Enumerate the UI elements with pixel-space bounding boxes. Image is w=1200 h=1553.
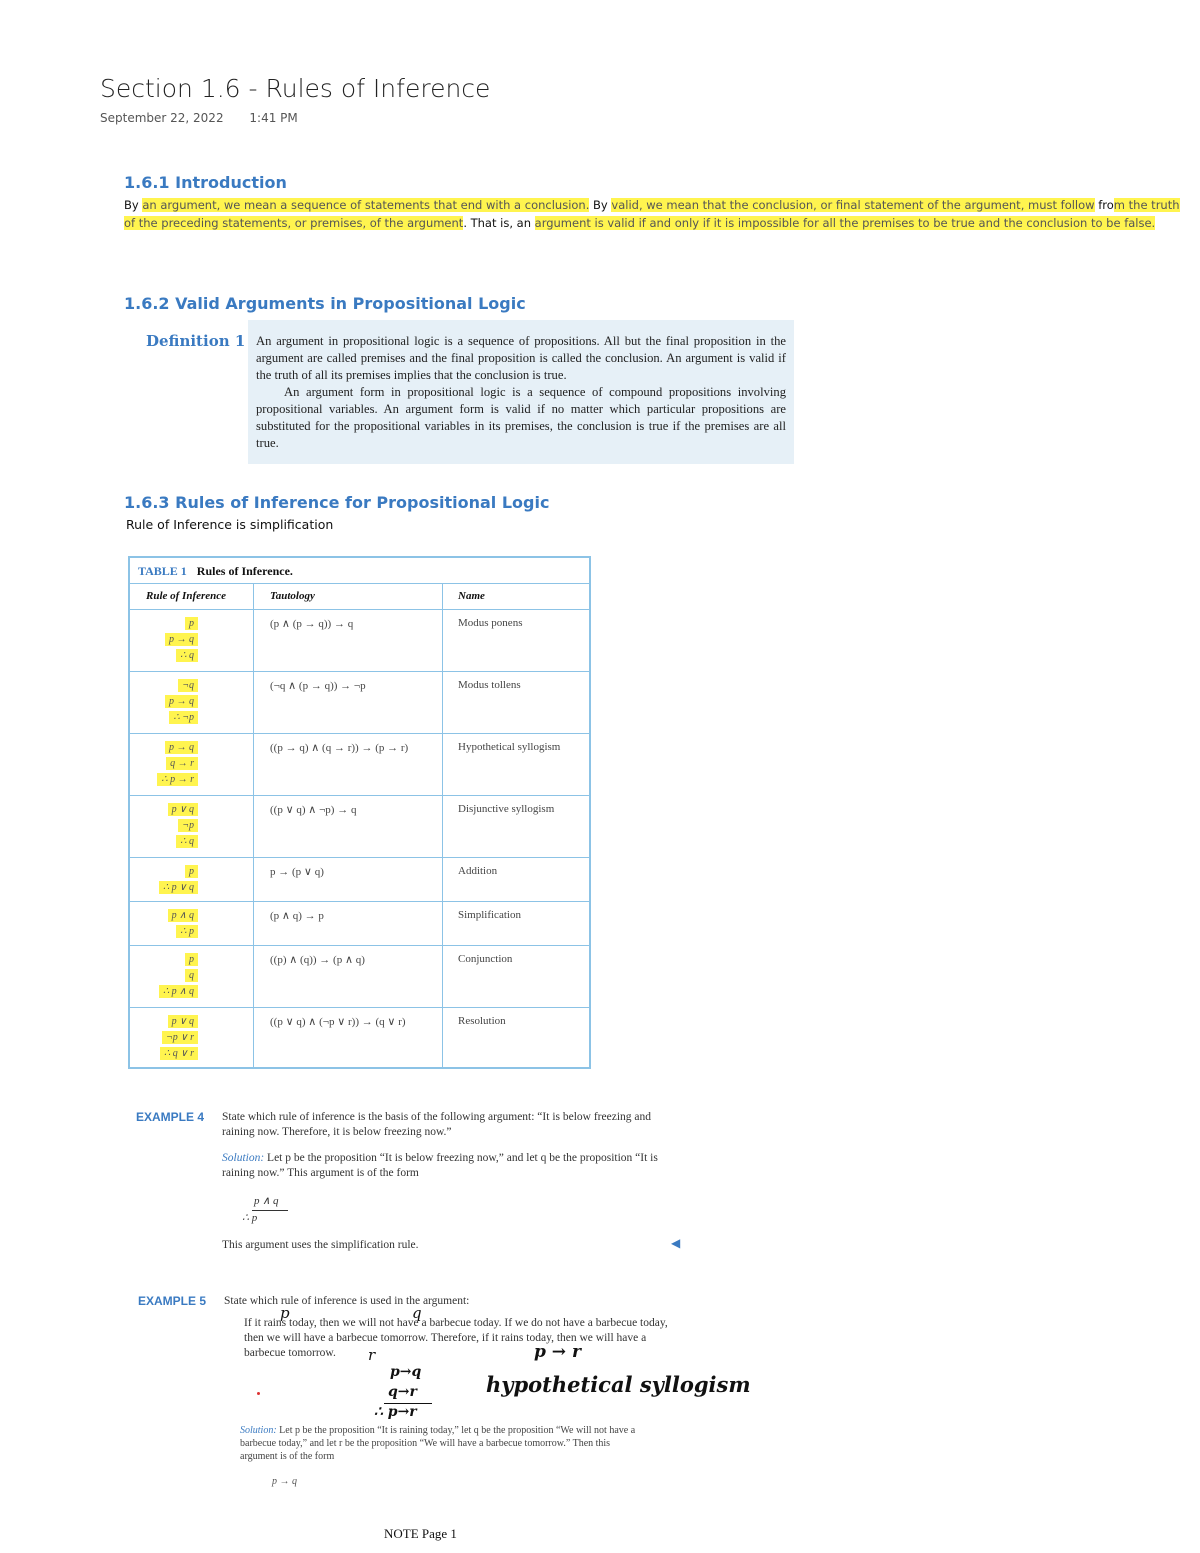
rule-line: ∴ p ∨ q bbox=[159, 881, 198, 894]
note-date: September 22, 2022 bbox=[100, 111, 224, 125]
example-4-label: EXAMPLE 4 bbox=[136, 1110, 205, 1124]
table-column-divider bbox=[253, 583, 254, 1069]
handwritten-line-1: p→q bbox=[390, 1364, 422, 1380]
intro-text-2: By bbox=[589, 198, 612, 212]
rule-line: ¬p ∨ r bbox=[162, 1031, 198, 1044]
handwritten-note: hypothetical syllogism bbox=[486, 1372, 751, 1397]
tautology-cell: ((p ∨ q) ∧ ¬p) → q bbox=[270, 804, 357, 816]
heading-introduction: 1.6.1 Introduction bbox=[124, 173, 287, 192]
tautology-cell: ((p → q) ∧ (q → r)) → (p → r) bbox=[270, 742, 409, 754]
table-rule bbox=[128, 583, 591, 584]
rule-name-cell: Simplification bbox=[458, 909, 521, 921]
example-4-solution-text: Let p be the proposition “It is below freezing now,” and let q be the proposition “It is raining now.” This argument is of the form bbox=[222, 1152, 658, 1179]
table-row-divider bbox=[128, 901, 591, 902]
tautology-cell: (¬q ∧ (p → q)) → ¬p bbox=[270, 680, 366, 692]
rule-name-cell: Hypothetical syllogism bbox=[458, 741, 561, 753]
table-row-divider bbox=[128, 795, 591, 796]
table-row-divider bbox=[128, 671, 591, 672]
rule-line: p bbox=[185, 617, 198, 630]
table-number: TABLE 1 bbox=[138, 564, 187, 578]
rule-line: ∴ p bbox=[176, 925, 198, 938]
rule-name-cell: Disjunctive syllogism bbox=[458, 803, 555, 815]
rule-line: ¬p bbox=[178, 819, 198, 832]
example-4-form-premise: p ∧ q bbox=[254, 1195, 279, 1207]
table-title: Rules of Inference. bbox=[196, 564, 293, 578]
rule-cell bbox=[140, 865, 198, 897]
example-4-conclusion: This argument uses the simplification rule. bbox=[222, 1239, 419, 1251]
rule-line: p → q bbox=[165, 633, 198, 646]
intro-highlight-3: m the truth of the preceding statements, or premises, of the argument bbox=[124, 198, 1180, 230]
rule-cell bbox=[140, 1015, 198, 1063]
definition-text bbox=[256, 333, 786, 452]
note-meta bbox=[100, 111, 320, 125]
rule-cell bbox=[140, 679, 198, 727]
handwritten-p: p bbox=[280, 1304, 290, 1322]
example-4-solution bbox=[222, 1151, 682, 1181]
intro-highlight-2: valid, we mean that the conclusion, or final statement of the argument, must follow bbox=[611, 198, 1095, 212]
tautology-cell: p → (p ∨ q) bbox=[270, 866, 324, 878]
table-row-divider bbox=[128, 857, 591, 858]
intro-text-4: . That is, an bbox=[463, 216, 535, 230]
heading-valid-arguments: 1.6.2 Valid Arguments in Propositional Logic bbox=[124, 294, 526, 313]
intro-highlight-4: argument is valid if and only if it is impossible for all the premises to be true and the conclusion to be false. bbox=[534, 216, 1156, 230]
heading-rules-of-inference: 1.6.3 Rules of Inference for Propositional Logic bbox=[124, 493, 550, 512]
handwritten-line-3: ∴ p→r bbox=[374, 1404, 417, 1420]
red-dot bbox=[257, 1392, 260, 1395]
rule-line: p ∨ q bbox=[168, 803, 198, 816]
definition-label: Definition 1 bbox=[146, 332, 246, 350]
intro-text-1: By bbox=[124, 198, 143, 212]
example-5-solution-label: Solution: bbox=[240, 1425, 277, 1436]
rule-cell bbox=[140, 803, 198, 851]
table-caption bbox=[138, 564, 293, 579]
table-row-divider bbox=[128, 945, 591, 946]
handwritten-p-implies-r: p → r bbox=[534, 1342, 581, 1362]
rule-line: ∴ p → r bbox=[157, 773, 198, 786]
intro-text-3: fro bbox=[1094, 198, 1114, 212]
tautology-cell: (p ∧ (p → q)) → q bbox=[270, 618, 354, 630]
end-marker-icon: ◀ bbox=[671, 1236, 681, 1250]
rule-name-cell: Modus tollens bbox=[458, 679, 521, 691]
column-header-name: Name bbox=[458, 590, 485, 602]
rule-line: q → r bbox=[166, 757, 198, 770]
rule-line: p bbox=[185, 865, 198, 878]
rule-line: p bbox=[185, 953, 198, 966]
rule-line: q bbox=[185, 969, 198, 982]
rule-name-cell: Modus ponens bbox=[458, 617, 523, 629]
tautology-cell: ((p ∨ q) ∧ (¬p ∨ r)) → (q ∨ r) bbox=[270, 1016, 406, 1028]
intro-paragraph bbox=[124, 196, 1184, 232]
subtitle-note: Rule of Inference is simplification bbox=[126, 517, 334, 532]
example-4-form-conclusion: ∴ p bbox=[242, 1212, 258, 1224]
example-5-label: EXAMPLE 5 bbox=[138, 1294, 207, 1308]
rule-line: ∴ q ∨ r bbox=[160, 1047, 198, 1060]
rule-cell bbox=[140, 953, 198, 1001]
rule-cell bbox=[140, 909, 198, 941]
page-title: Section 1.6 - Rules of Inference bbox=[100, 74, 491, 103]
example-4-solution-label: Solution: bbox=[222, 1152, 265, 1164]
table-rule bbox=[128, 609, 591, 610]
rule-name-cell: Addition bbox=[458, 865, 498, 877]
table-row-divider bbox=[128, 733, 591, 734]
rule-line: p → q bbox=[165, 695, 198, 708]
tautology-cell: ((p) ∧ (q)) → (p ∧ q) bbox=[270, 954, 365, 966]
column-header-tautology: Tautology bbox=[270, 590, 315, 602]
rule-line: ¬q bbox=[178, 679, 198, 692]
rule-line: p → q bbox=[165, 741, 198, 754]
example-5-form: p → q bbox=[272, 1476, 297, 1487]
handwritten-q: q bbox=[412, 1304, 422, 1322]
rule-cell bbox=[140, 617, 198, 665]
rule-name-cell: Resolution bbox=[458, 1015, 506, 1027]
tautology-cell: (p ∧ q) → p bbox=[270, 910, 324, 922]
intro-highlight-1: an argument, we mean a sequence of statements that end with a conclusion. bbox=[142, 198, 590, 212]
table-row-divider bbox=[128, 1007, 591, 1008]
rule-line: p ∧ q bbox=[168, 909, 198, 922]
rule-line: p ∨ q bbox=[168, 1015, 198, 1028]
rule-line: ∴ q bbox=[176, 649, 198, 662]
example-5-solution-text: Let p be the proposition “It is raining today,” let q be the proposition “We will not have a barbecue today,” and let r be the proposition “We will have a barbecue tomorrow.” Then this argument is of the form bbox=[240, 1425, 636, 1462]
page-footer: NOTE Page 1 bbox=[384, 1526, 457, 1541]
example-5-text: State which rule of inference is used in the argument: bbox=[224, 1295, 470, 1307]
form-rule bbox=[252, 1210, 288, 1211]
handwritten-line-2: q→r bbox=[388, 1384, 417, 1400]
example-4-text: State which rule of inference is the basis of the following argument: “It is below freezing and raining now. Therefore, it is below freezing now.” bbox=[222, 1111, 651, 1138]
rule-line: ∴ ¬p bbox=[169, 711, 198, 724]
handwritten-r: r bbox=[368, 1346, 376, 1364]
example-5-solution bbox=[240, 1424, 640, 1463]
note-time: 1:41 PM bbox=[249, 111, 298, 125]
definition-paragraph-1: An argument in propositional logic is a sequence of propositions. All but the final proposition in the argument are called premises and the final proposition is called the conclusion. An argument is valid if the truth of all its premises implies that the conclusion is true. bbox=[256, 334, 786, 382]
rule-name-cell: Conjunction bbox=[458, 953, 513, 965]
definition-paragraph-2: An argument form in propositional logic is a sequence of compound propositions involving propositional variables. An argument form is valid if no matter which particular propositions are substituted for the propositional variables in its premises, the conclusion is true if the premises are all true. bbox=[256, 385, 786, 450]
column-header-rule: Rule of Inference bbox=[146, 590, 227, 602]
rule-line: ∴ q bbox=[176, 835, 198, 848]
rule-cell bbox=[140, 741, 198, 789]
rule-line: ∴ p ∧ q bbox=[159, 985, 198, 998]
table-column-divider bbox=[442, 583, 443, 1069]
example-5-quote: If it rains today, then we will not have a barbecue today. If we do not have a barbecue today, then we will have a barbecue tomorrow. Therefore, if it rains today, then we will have a barbecue tomorrow. bbox=[244, 1317, 668, 1359]
